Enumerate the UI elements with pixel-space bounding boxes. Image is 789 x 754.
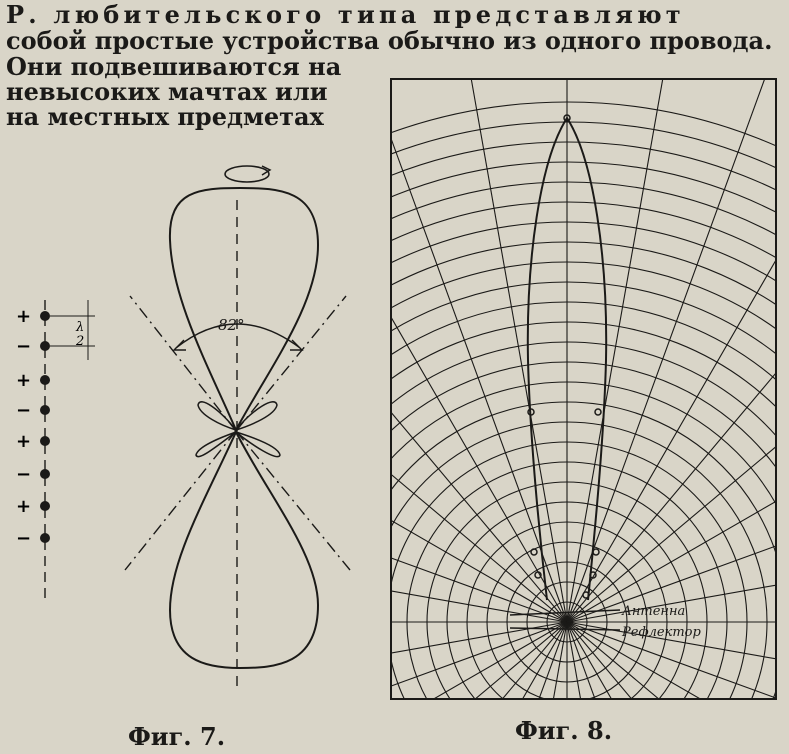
element-sign: −	[16, 336, 32, 357]
grid-radial	[0, 622, 567, 744]
grid-circle	[87, 142, 789, 754]
fig8-frame	[391, 79, 776, 699]
text-line-3: Они подвешиваются на	[6, 52, 342, 81]
dipole-element	[41, 376, 49, 384]
pattern-point	[595, 409, 601, 415]
label-antenna: Антенна	[622, 604, 686, 619]
grid-radial	[445, 0, 567, 622]
text-line-2: собой простые устройства обычно из одного провода.	[6, 26, 773, 55]
angle-label: 82°	[218, 316, 245, 334]
element-sign: +	[16, 306, 32, 327]
dipole-element	[41, 534, 49, 542]
fig7-caption: Фиг. 7.	[128, 722, 226, 751]
grid-radial	[567, 383, 789, 622]
grid-radial	[31, 172, 567, 622]
grid-radial	[0, 622, 567, 754]
element-sign: +	[16, 496, 32, 517]
dimension-two: 2	[76, 334, 85, 349]
dipole-element	[41, 406, 49, 414]
grid-circle	[247, 302, 789, 754]
dipole-element	[41, 342, 49, 350]
grid-radial	[567, 272, 789, 622]
grid-radial	[567, 86, 789, 622]
dipole-element	[41, 312, 49, 320]
grid-radial	[117, 86, 567, 622]
upper-lobe	[170, 188, 318, 430]
dimension-lambda: λ	[76, 320, 85, 335]
text-line-4: невысоких мачтах или	[6, 77, 328, 106]
grid-radial	[31, 622, 567, 754]
grid-radial	[567, 0, 689, 622]
fig8-caption: Фиг. 8.	[515, 716, 613, 745]
beam-line-right-down	[236, 431, 350, 570]
element-sign: −	[16, 464, 32, 485]
figure-7	[41, 166, 350, 690]
grid-circle	[307, 362, 789, 754]
label-reflector: Рефлектор	[622, 625, 701, 640]
grid-circle	[47, 102, 789, 754]
dipole-element	[41, 470, 49, 478]
grid-radial	[0, 500, 567, 622]
grid-radial	[0, 383, 567, 622]
pattern-point	[531, 549, 537, 555]
element-sign: +	[16, 431, 32, 452]
text-line-1: Р. любительского типа представляют	[6, 0, 685, 29]
element-sign: −	[16, 528, 32, 549]
beam-line-left-down	[125, 431, 236, 570]
beam-line-right-up	[236, 296, 346, 431]
dipole-element	[41, 502, 49, 510]
grid-circle	[187, 242, 789, 754]
grid-circle	[167, 222, 789, 754]
text-line-5: на местных предметах	[6, 102, 324, 131]
element-sign: +	[16, 370, 32, 391]
grid-radial	[0, 622, 567, 754]
dipole-element	[41, 437, 49, 445]
pattern-point	[593, 549, 599, 555]
lower-lobe	[170, 432, 318, 668]
element-sign: −	[16, 400, 32, 421]
